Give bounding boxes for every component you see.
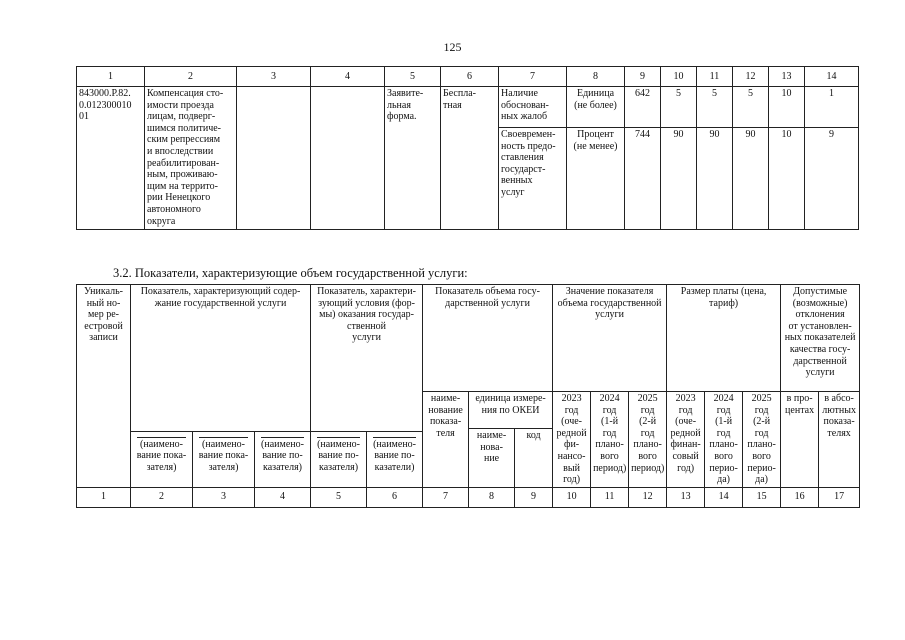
sub-header-name bbox=[131, 431, 193, 487]
column-number-cell: 4 bbox=[311, 67, 385, 87]
sub-header-label: (наимено- вание пока- зателя) bbox=[136, 438, 187, 473]
sub-header-label: (наимено- вание по- казатели) bbox=[373, 438, 416, 473]
column-number-cell: 2 bbox=[131, 487, 193, 507]
column-number-cell: 16 bbox=[781, 487, 819, 507]
column-number-cell: 3 bbox=[237, 67, 311, 87]
sub-header-label: (наимено- вание по- казателя) bbox=[261, 438, 304, 473]
deviation-absolute-cell: 9 bbox=[805, 128, 859, 230]
indicator-name-cell: Наличие обоснован- ных жалоб bbox=[499, 87, 567, 128]
table-header-row bbox=[77, 285, 860, 392]
header-indicator-name: наиме- нование показа- теля bbox=[423, 392, 469, 488]
column-number-cell: 7 bbox=[499, 67, 567, 87]
header-fee-2024: 2024 год (1-й год плано- вого перио- да) bbox=[705, 392, 743, 488]
empty-cell bbox=[237, 87, 311, 230]
deviation-absolute-cell: 1 bbox=[805, 87, 859, 128]
column-number-cell: 1 bbox=[77, 67, 145, 87]
value-2023-cell: 90 bbox=[661, 128, 697, 230]
header-value-2025: 2025 год (2-й год плано- вого период) bbox=[629, 392, 667, 488]
column-number-cell: 9 bbox=[625, 67, 661, 87]
header-deviation: Допустимые (возможные) отклонения от установлен- ных показателей качества госу- дарственной услуги bbox=[781, 285, 860, 392]
column-number-cell: 12 bbox=[733, 67, 769, 87]
column-number-cell: 9 bbox=[515, 487, 553, 507]
header-unit-name: наиме- нова- ние bbox=[469, 429, 515, 488]
table-row bbox=[77, 87, 859, 128]
column-number-cell: 6 bbox=[441, 67, 499, 87]
sub-header-label: (наимено- вание по- казателя) bbox=[317, 438, 360, 473]
header-deviation-percent: в про- центах bbox=[781, 392, 819, 488]
header-value-2023: 2023 год (оче- редной фи- нансо- вый год) bbox=[553, 392, 591, 488]
service-content-cell: Компенсация сто- имости проезда лицам, подверг- шимся политиче- ским репрессиям и впоследствии реабилитирован- ным, проживаю- щим на террито- рии Ненецкого автономного округа bbox=[145, 87, 237, 230]
value-2025-cell: 5 bbox=[733, 87, 769, 128]
page-number: 125 bbox=[443, 40, 462, 54]
deviation-percent-cell: 10 bbox=[769, 128, 805, 230]
service-form-cell: Заявите- льная форма. bbox=[385, 87, 441, 230]
empty-cell bbox=[311, 87, 385, 230]
payment-cell: Беспла- тная bbox=[441, 87, 499, 230]
column-number-cell: 3 bbox=[193, 487, 255, 507]
header-service-conditions: Показатель, характери- зующий условия (фор- мы) оказания государ- ственной услуги bbox=[311, 285, 423, 432]
sub-header-name bbox=[255, 431, 311, 487]
header-value-2024: 2024 год (1-й год плано- вого период) bbox=[591, 392, 629, 488]
sub-header-name bbox=[193, 431, 255, 487]
value-2024-cell: 90 bbox=[697, 128, 733, 230]
section-title: 3.2. Показатели, характеризующие объем государственной услуги: bbox=[113, 266, 468, 280]
column-number-cell: 2 bbox=[145, 67, 237, 87]
column-number-cell: 6 bbox=[367, 487, 423, 507]
header-fee-2025: 2025 год (2-й год плано- вого перио- да) bbox=[743, 392, 781, 488]
column-number-cell: 14 bbox=[805, 67, 859, 87]
header-unit-okei: единица измере- ния по ОКЕИ bbox=[469, 392, 553, 429]
column-number-cell: 5 bbox=[385, 67, 441, 87]
column-number-cell: 13 bbox=[769, 67, 805, 87]
column-number-cell: 8 bbox=[567, 67, 625, 87]
column-number-cell: 11 bbox=[697, 67, 733, 87]
value-2023-cell: 5 bbox=[661, 87, 697, 128]
quality-indicators-table bbox=[76, 66, 859, 230]
header-unit-code: код bbox=[515, 429, 553, 488]
column-number-cell: 5 bbox=[311, 487, 367, 507]
table-header-row bbox=[77, 67, 859, 87]
unit-cell: Единица (не более) bbox=[567, 87, 625, 128]
column-number-cell: 10 bbox=[553, 487, 591, 507]
column-number-cell: 14 bbox=[705, 487, 743, 507]
okei-code-cell: 642 bbox=[625, 87, 661, 128]
sub-header-name bbox=[367, 431, 423, 487]
column-number-cell: 12 bbox=[629, 487, 667, 507]
header-indicator-value: Значение показателя объема государственной услуги bbox=[553, 285, 667, 392]
column-number-cell: 7 bbox=[423, 487, 469, 507]
unit-cell: Процент (не менее) bbox=[567, 128, 625, 230]
column-number-cell: 11 bbox=[591, 487, 629, 507]
indicator-name-cell: Своевремен- ность предо- ставления государст- венных услуг bbox=[499, 128, 567, 230]
value-2025-cell: 90 bbox=[733, 128, 769, 230]
header-registry-number: Уникаль- ный но- мер ре- естровой записи bbox=[77, 285, 131, 488]
header-volume-indicator: Показатель объема госу- дарственной услуги bbox=[423, 285, 553, 392]
column-number-cell: 10 bbox=[661, 67, 697, 87]
volume-indicators-table bbox=[76, 284, 860, 508]
header-service-content: Показатель, характеризующий содер- жание государственной услуги bbox=[131, 285, 311, 432]
registry-number-cell: 843000.Р.82. 0.012300010 01 bbox=[77, 87, 145, 230]
header-deviation-absolute: в абсо- лютных показа- телях bbox=[819, 392, 860, 488]
sub-header-label: (наимено- вание пока- зателя) bbox=[198, 438, 249, 473]
column-number-cell: 8 bbox=[469, 487, 515, 507]
header-fee-2023: 2023 год (оче- редной финан- совый год) bbox=[667, 392, 705, 488]
column-number-cell: 4 bbox=[255, 487, 311, 507]
value-2024-cell: 5 bbox=[697, 87, 733, 128]
header-fee: Размер платы (цена, тариф) bbox=[667, 285, 781, 392]
column-number-cell: 13 bbox=[667, 487, 705, 507]
deviation-percent-cell: 10 bbox=[769, 87, 805, 128]
sub-header-name bbox=[311, 431, 367, 487]
okei-code-cell: 744 bbox=[625, 128, 661, 230]
table-column-numbers-row bbox=[77, 487, 860, 507]
column-number-cell: 15 bbox=[743, 487, 781, 507]
column-number-cell: 1 bbox=[77, 487, 131, 507]
column-number-cell: 17 bbox=[819, 487, 860, 507]
